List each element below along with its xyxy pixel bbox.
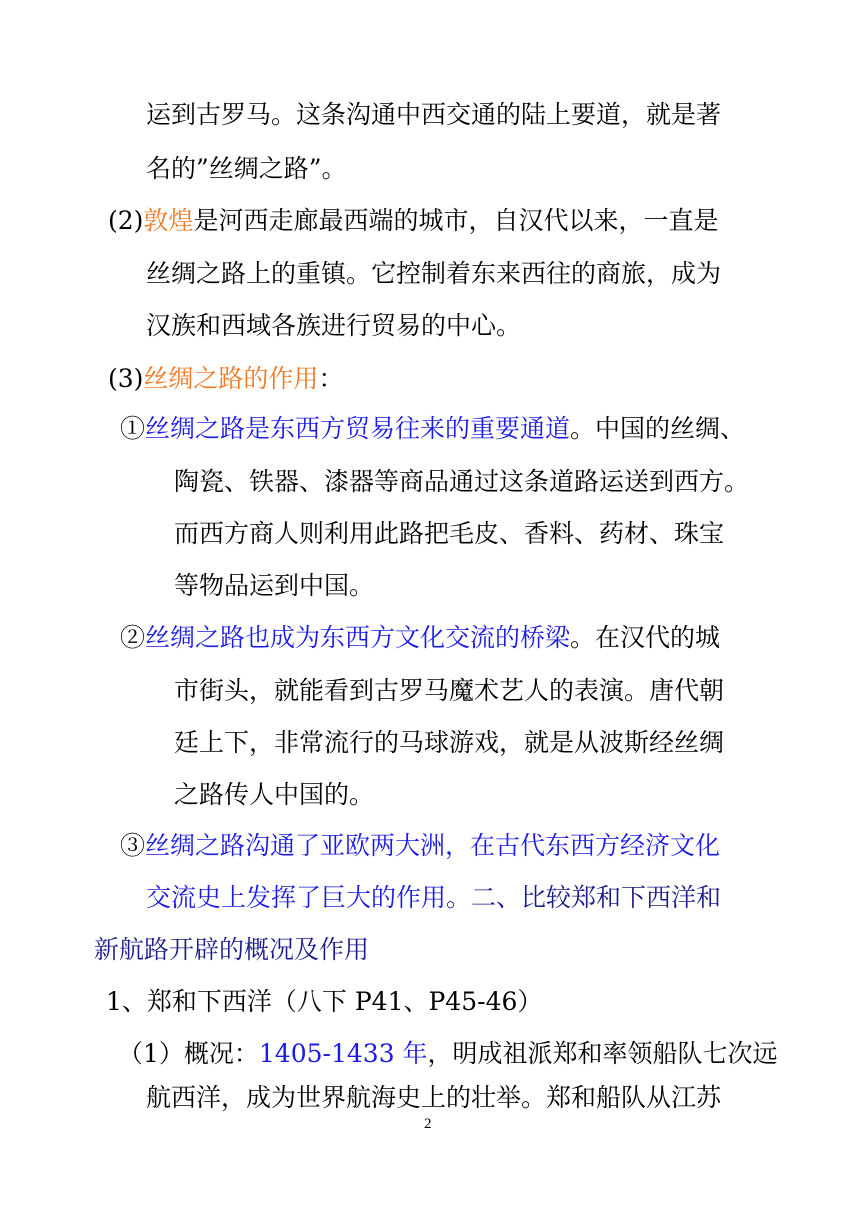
highlight-phrase: 丝绸之路是东西方贸易往来的重要通道 <box>145 414 571 443</box>
highlight-phrase: 交流史上发挥了巨大的作用 <box>146 883 447 912</box>
subsection-heading <box>106 986 542 1018</box>
text-line <box>174 518 724 550</box>
item-number: (3) <box>108 364 144 393</box>
page-number: 2 <box>424 1116 432 1132</box>
text-line <box>108 205 718 237</box>
text-line <box>174 675 724 707</box>
text: 1、郑和下西洋（八下 P41、P45-46） <box>106 987 543 1016</box>
text: 汉族和西域各族进行贸易的中心。 <box>146 311 522 340</box>
text-line <box>120 413 745 445</box>
item-number: ② <box>120 623 146 652</box>
text: 是河西走廊最西端的城市，自汉代以来，一直是 <box>193 206 719 235</box>
text: ： <box>318 364 344 393</box>
text-line <box>174 779 374 811</box>
item-number: (2) <box>108 206 144 235</box>
highlight-term: 丝绸之路的作用 <box>143 364 319 393</box>
text: 廷上下，非常流行的马球游戏，就是从波斯经丝绸 <box>174 728 725 757</box>
text-line <box>174 466 749 498</box>
text: ，明成祖派郑和率领船队七次远 <box>427 1039 778 1068</box>
text-line <box>146 1082 721 1114</box>
text: 名的”丝绸之路”。 <box>146 154 347 183</box>
text: 丝绸之路上的重镇。它控制着东来西往的商旅，成为 <box>146 259 722 288</box>
highlight-phrase: 丝绸之路也成为东西方文化交流的桥梁 <box>145 623 571 652</box>
section-heading <box>94 934 369 966</box>
highlight-term: 敦煌 <box>143 206 194 235</box>
highlight-phrase: 丝绸之路沟通了亚欧两大洲，在古代东西方经济文化 <box>145 831 721 860</box>
text-line <box>146 153 347 185</box>
highlight-date: 1405-1433 年 <box>258 1039 428 1068</box>
text: 市街头，就能看到古罗马魔术艺人的表演。唐代朝 <box>174 676 725 705</box>
item-number: ① <box>120 414 146 443</box>
text-line <box>174 727 724 759</box>
text-line <box>146 882 721 914</box>
text-line <box>146 310 521 342</box>
text-line <box>146 99 721 131</box>
text-line <box>174 570 374 602</box>
text: 。中国的丝绸、 <box>570 414 746 443</box>
text: 航西洋，成为世界航海史上的壮举。郑和船队从江苏 <box>146 1083 722 1112</box>
text-line <box>118 1038 778 1070</box>
item-number: ③ <box>120 831 146 860</box>
text: 。在汉代的城 <box>570 623 721 652</box>
text: 而西方商人则利用此路把毛皮、香料、药材、珠宝 <box>174 519 725 548</box>
text: 等物品运到中国。 <box>174 571 375 600</box>
text-line <box>120 622 720 654</box>
item-number: （1）概况： <box>118 1039 259 1068</box>
text: 之路传人中国的。 <box>174 780 375 809</box>
section-heading: 。二、比较郑和下西洋和 <box>446 883 722 912</box>
text-line <box>108 363 343 395</box>
text-line <box>146 258 721 290</box>
text: 陶瓷、铁器、漆器等商品通过这条道路运送到西方。 <box>174 467 750 496</box>
text: 新航路开辟的概况及作用 <box>94 935 370 964</box>
text: 运到古罗马。这条沟通中西交通的陆上要道，就是著 <box>146 100 722 129</box>
text-line <box>120 830 720 862</box>
